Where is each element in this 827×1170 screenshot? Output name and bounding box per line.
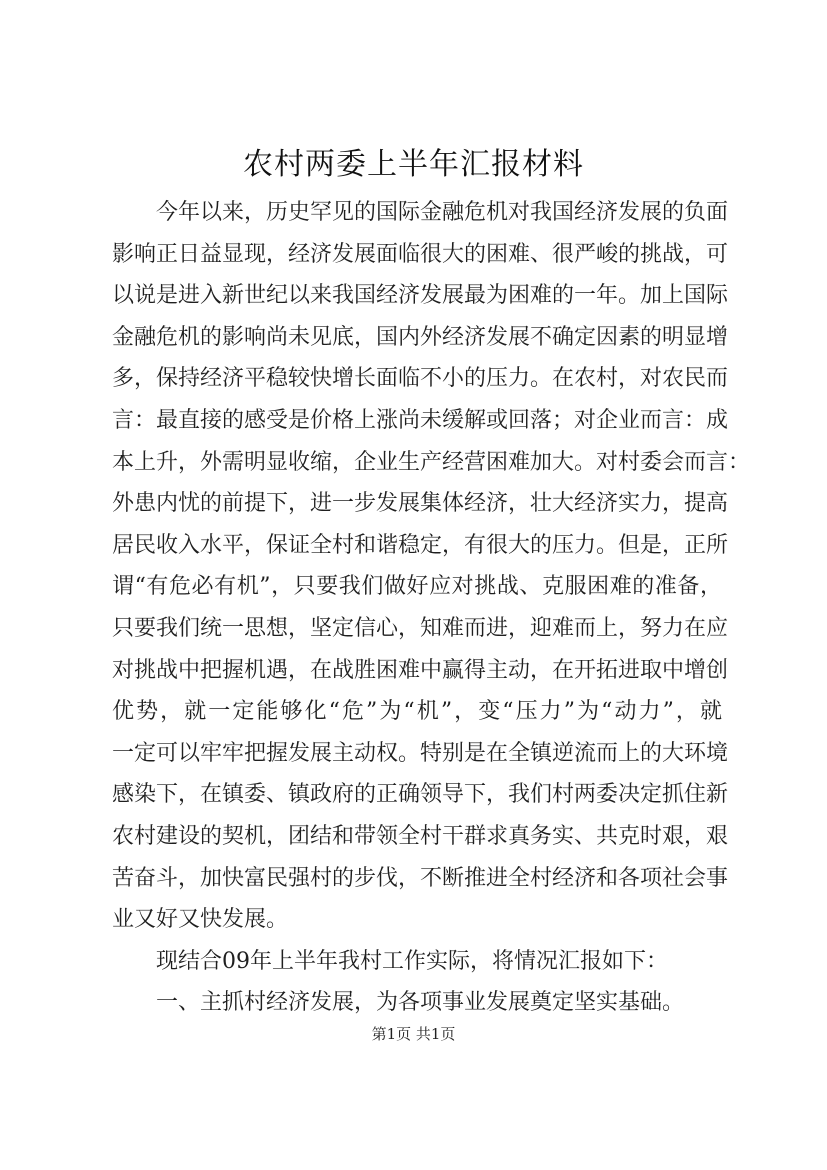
text-line: 业又好又快发展。 <box>112 907 289 933</box>
paragraph-summary <box>112 941 722 983</box>
section-heading-1 <box>112 982 722 1024</box>
text-line: 农村建设的契机，团结和带领全村干群求真务实、共克时艰，艰 <box>112 823 729 849</box>
page-number-footer: 第1页 共1页 <box>371 1025 456 1043</box>
paragraph-intro <box>112 192 751 941</box>
document-title: 农村两委上半年汇报材料 <box>243 147 584 182</box>
text-line: 多，保持经济平稳较快增长面临不小的压力。在农村，对农民而 <box>112 366 729 392</box>
text-line: 居民收入水平，保证全村和谐稳定，有很大的压力。但是，正所 <box>112 532 729 558</box>
text-line: 只要我们统一思想，坚定信心，知难而进，迎难而上，努力在应 <box>112 615 729 641</box>
text-line: 一定可以牢牢把握发展主动权。特别是在全镇逆流而上的大环境 <box>112 740 729 766</box>
text-line: 现结合09年上半年我村工作实际，将情况汇报如下： <box>156 948 668 974</box>
text-line: 感染下，在镇委、镇政府的正确领导下，我们村两委决定抓住新 <box>112 782 729 808</box>
text-line: 对挑战中把握机遇，在战胜困难中赢得主动，在开拓进取中增创 <box>112 657 729 683</box>
text-line: 金融危机的影响尚未见底，国内外经济发展不确定因素的明显增 <box>112 324 729 350</box>
text-line: 优势，就一定能够化“危”为“机”，变“压力”为“动力”，就 <box>112 699 722 725</box>
text-line: 外患内忧的前提下，进一步发展集体经济，壮大经济实力，提高 <box>112 491 729 517</box>
text-line: 影响正日益显现，经济发展面临很大的困难、很严峻的挑战，可 <box>112 241 729 267</box>
text-line: 今年以来，历史罕见的国际金融危机对我国经济发展的负面 <box>156 200 729 225</box>
document-body <box>112 192 751 1024</box>
text-line: 一、主抓村经济发展，为各项事业发展奠定坚实基础。 <box>156 990 685 1016</box>
text-line: 苦奋斗，加快富民强村的步伐，不断推进全村经济和各项社会事 <box>112 865 729 891</box>
text-line: 谓“有危必有机”，只要我们做好应对挑战、克服困难的准备， <box>112 574 722 600</box>
text-line: 本上升，外需明显收缩，企业生产经营困难加大。对村委会而言： <box>112 449 751 475</box>
text-line: 以说是进入新世纪以来我国经济发展最为困难的一年。加上国际 <box>112 283 729 309</box>
text-line: 言：最直接的感受是价格上涨尚未缓解或回落；对企业而言：成 <box>112 407 729 433</box>
